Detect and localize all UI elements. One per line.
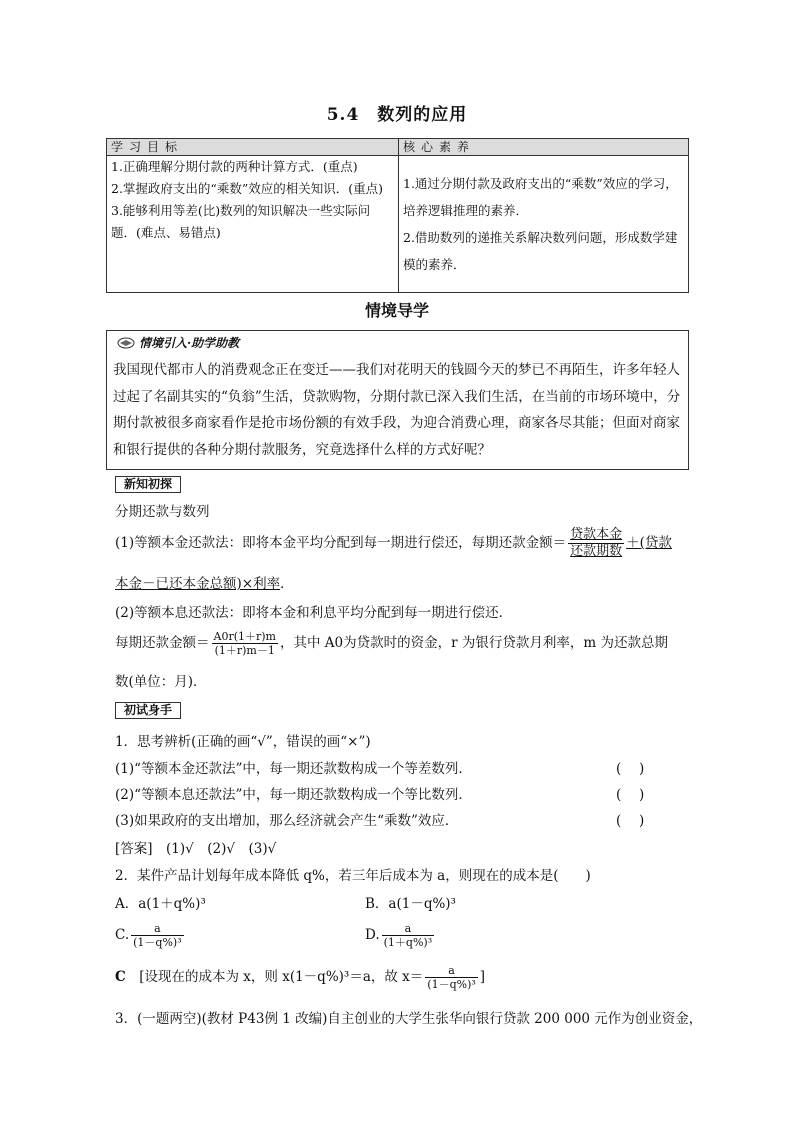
page-title: 5.4 数列的应用 xyxy=(326,105,468,125)
book-icon xyxy=(117,337,135,349)
answer-blank: ( ) xyxy=(616,813,645,829)
fraction: $\frac{a}{\text{(1－q\%)³}}$ xyxy=(427,964,476,991)
fraction: $\frac{\text{贷款本金}}{\text{还款期数}}$ xyxy=(570,527,623,559)
knowledge-heading: 分期还款与数列 xyxy=(115,504,210,520)
answer-blank: ( ) xyxy=(616,787,645,803)
tag-try: 初试身手 xyxy=(115,702,181,719)
q1-item: (1)“等额本金还款法”中，每一期还款数构成一个等差数列． xyxy=(115,761,472,777)
fraction: $\frac{A0r(1+r)m}{(1+r)m-1}$ xyxy=(213,630,276,657)
literacy-cell xyxy=(399,156,689,293)
formula-line: 每期还款金额＝ $\frac{A0r(1+r)m}{(1+r)m-1}$ ，其中 A0为贷款时的资金，r 为银行贷款月利率，m 为还款总期 xyxy=(115,630,668,657)
method-1-cont: 本金－已还本金总额)×利率． xyxy=(115,576,294,592)
objectives-cell xyxy=(107,156,399,293)
literacy-header: 核心素养 xyxy=(399,139,689,156)
q1-item: (2)“等额本息还款法”中，每一期还款数构成一个等比数列． xyxy=(115,787,472,803)
q2-stem: 2．某件产品计划每年成本降低 q%，若三年后成本为 a，则现在的成本是( ) xyxy=(115,868,591,884)
fraction: $\frac{a}{\text{(1＋q\%)³}}$ xyxy=(383,922,433,949)
objectives-table xyxy=(106,138,689,293)
q2-answer: C [设现在的成本为 x，则 x(1－q%)³＝a，故 x＝ $\frac{a}{\text{(1－q\%)³}}$ ] xyxy=(115,964,486,991)
intro-text: 我国现代都市人的消费观念正在变迁——我们对花明天的钱圆今天的梦已不再陌生，许多年轻人过起了名副其实的“负翁”生活，贷款购物，分期付款已深入我们生活，在当前的市场环境中，分期付款被很多商家看作是抢市场份额的有效手段，为迎合消费心理，商家各尽其能；但面对商家和银行提供的各种分期付款服务，究竟选择什么样的方式好呢？ xyxy=(113,362,681,458)
q1-stem: 1．思考辨析(正确的画“√”，错误的画“×”) xyxy=(115,734,371,750)
option-a: A．a(1＋q%)³ xyxy=(115,896,206,912)
objective-item: 3.能够利用等差(比)数列的知识解决一些实际问题．(难点、易错点) xyxy=(111,203,371,240)
intro-box xyxy=(106,330,689,470)
formula-line-cont: 数(单位：月)． xyxy=(115,674,207,690)
q1-answer: [答案] (1)√ (2)√ (3)√ xyxy=(115,841,277,857)
literacy-item: 1.通过分期付款及政府支出的“乘数”效应的学习，培养逻辑推理的素养． xyxy=(403,176,678,218)
objective-item: 1.正确理解分期付款的两种计算方式．(重点) xyxy=(111,159,358,174)
objective-item: 2.掌握政府支出的“乘数”效应的相关知识．(重点) xyxy=(111,181,383,196)
option-c: C. $\frac{a}{\text{(1－q\%)³}}$ xyxy=(115,922,182,949)
method-1: (1)等额本金还款法：即将本金平均分配到每一期进行偿还，每期还款金额＝ $\frac{\text{贷款本金}}{\text{还款期数}}$ ＋(贷款 xyxy=(115,527,672,559)
tag-new-knowledge: 新知初探 xyxy=(115,476,181,493)
q1-item: (3)如果政府的支出增加，那么经济就会产生“乘数”效应． xyxy=(115,813,459,829)
section-title: 情境导学 xyxy=(364,301,429,320)
option-d: D. $\frac{a}{\text{(1＋q\%)³}}$ xyxy=(365,922,433,949)
option-b: B．a(1－q%)³ xyxy=(365,896,456,912)
q3-stem: 3．(一题两空)(教材 P43例 1 改编)自主创业的大学生张华向银行贷款 200 000 元作为创业资金， xyxy=(115,1011,703,1027)
intro-heading: 情境引入·助学助教 xyxy=(117,334,239,351)
fraction: $\frac{a}{\text{(1－q\%)³}}$ xyxy=(133,922,182,949)
objectives-header: 学习目标 xyxy=(107,139,399,156)
method-2: (2)等额本息还款法：即将本金和利息平均分配到每一期进行偿还． xyxy=(115,605,513,621)
literacy-item: 2.借助数列的递推关系解决数列问题，形成数学建模的素养． xyxy=(403,230,678,272)
answer-blank: ( ) xyxy=(616,761,645,777)
